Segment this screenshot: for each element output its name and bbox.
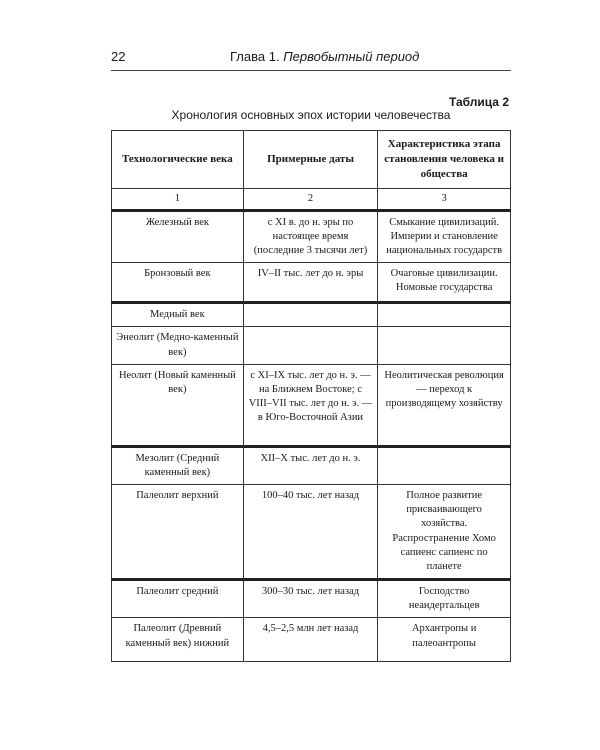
age-cell: Палеолит верхний bbox=[112, 485, 244, 580]
age-cell: Железный век bbox=[112, 210, 244, 263]
dates-cell: 300–30 тыс. лет назад bbox=[243, 580, 378, 618]
table-caption: Хронология основных эпох истории человечества bbox=[171, 108, 451, 122]
dates-cell bbox=[243, 303, 378, 327]
age-cell: Мезолит (Средний каменный век) bbox=[112, 446, 244, 484]
age-cell: Неолит (Новый каменный век) bbox=[112, 364, 244, 446]
table-header-row bbox=[112, 131, 511, 189]
table-row bbox=[112, 327, 511, 364]
chronology-table bbox=[111, 130, 511, 662]
column-number: 2 bbox=[243, 188, 378, 210]
age-cell: Энеолит (Медно-каменный век) bbox=[112, 327, 244, 364]
column-number: 3 bbox=[378, 188, 511, 210]
description-cell bbox=[378, 327, 511, 364]
age-cell: Бронзовый век bbox=[112, 263, 244, 303]
chapter-number: Глава 1. bbox=[230, 49, 280, 64]
description-cell: Очаговые цивилизации. Номовые государства bbox=[378, 263, 511, 303]
table-row bbox=[112, 364, 511, 446]
age-cell: Медный век bbox=[112, 303, 244, 327]
dates-cell: IV–II тыс. лет до н. эры bbox=[243, 263, 378, 303]
table-row bbox=[112, 446, 511, 484]
table-row bbox=[112, 303, 511, 327]
chapter-title: Первобытный период bbox=[283, 49, 420, 64]
dates-cell: 4,5–2,5 млн лет назад bbox=[243, 618, 378, 662]
table-row bbox=[112, 210, 511, 263]
table-row bbox=[112, 618, 511, 662]
description-cell: Смыкание цивилизаций. Империи и становление национальных государств bbox=[378, 210, 511, 263]
table-row bbox=[112, 263, 511, 303]
table-row bbox=[112, 485, 511, 580]
header-rule bbox=[111, 70, 511, 71]
dates-cell: с XI в. до н. эры по настоящее время (последние 3 тысячи лет) bbox=[243, 210, 378, 263]
dates-cell: с XI–IX тыс. лет до н. э. — на Ближнем Востоке; с VIII–VII тыс. лет до н. э. — в Юго-Восточной Азии bbox=[243, 364, 378, 446]
column-number: 1 bbox=[112, 188, 244, 210]
page-number: 22 bbox=[111, 49, 126, 64]
description-cell: Господство неандертальцев bbox=[378, 580, 511, 618]
table-row bbox=[112, 580, 511, 618]
column-header: Характеристика этапа становления человека и общества bbox=[378, 131, 511, 189]
running-head bbox=[230, 49, 419, 64]
description-cell bbox=[378, 446, 511, 484]
dates-cell: XII–X тыс. лет до н. э. bbox=[243, 446, 378, 484]
description-cell bbox=[378, 303, 511, 327]
description-cell: Полное развитие присваивающего хозяйства. Распространение Хомо сапиенс сапиенс по планете bbox=[378, 485, 511, 580]
table-label: Таблица 2 bbox=[448, 95, 509, 109]
dates-cell bbox=[243, 327, 378, 364]
column-number-row bbox=[112, 188, 511, 210]
age-cell: Палеолит средний bbox=[112, 580, 244, 618]
dates-cell: 100–40 тыс. лет назад bbox=[243, 485, 378, 580]
age-cell: Палеолит (Древний каменный век) нижний bbox=[112, 618, 244, 662]
column-header: Технологические века bbox=[112, 131, 244, 189]
description-cell: Архантропы и палеоантропы bbox=[378, 618, 511, 662]
description-cell: Неолитическая революция — переход к производящему хозяйству bbox=[378, 364, 511, 446]
column-header: Примерные даты bbox=[243, 131, 378, 189]
